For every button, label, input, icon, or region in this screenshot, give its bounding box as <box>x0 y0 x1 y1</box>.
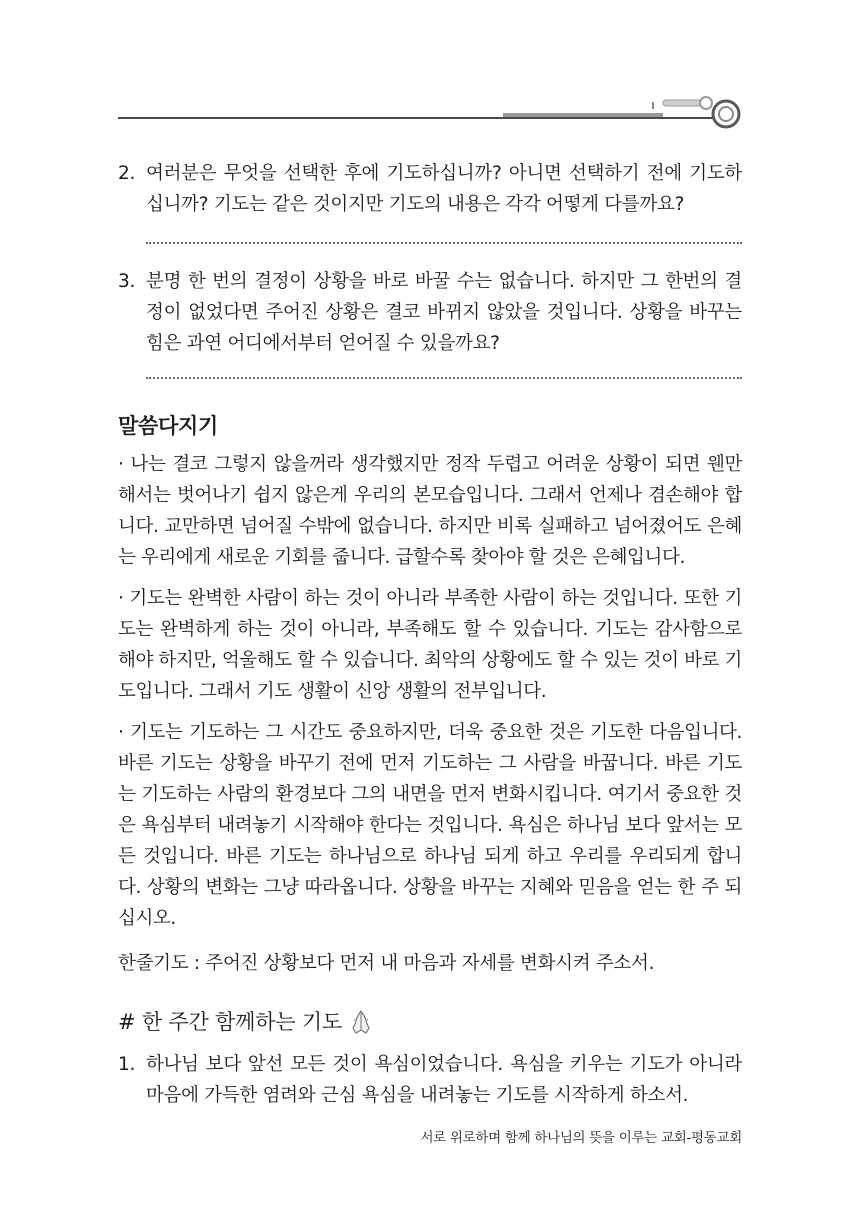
praying-hands-icon <box>350 1009 372 1035</box>
paragraph: · 나는 결코 그렇지 않을꺼라 생각했지만 정작 두렵고 어려운 상황이 되면 웬만해서는 벗어나기 쉽지 않은게 우리의 본모습입니다. 그래서 언제나 겸손해야 합니다. 교만하면 넘어질 수밖에 없습니다. 하지만 비록 실패하고 넘어졌어도 은혜는 우리에게 새로운 기회를 줍니다. 급할수록 찾아야 할 것은 은혜입니다. <box>118 454 742 568</box>
answer-line <box>146 242 742 244</box>
weekly-prayer-item <box>118 1049 742 1111</box>
question-number: 2. <box>118 163 136 184</box>
item-text: 하나님 보다 앞선 모든 것이 욕심이었습니다. 욕심을 키우는 기도가 아니라 마음에 가득한 염려와 근심 욕심을 내려놓는 기도를 시작하게 하소서. <box>146 1054 742 1106</box>
question-text: 분명 한 번의 결정이 상황을 바로 바꿀 수는 없습니다. 하지만 그 한번의 결정이 없었다면 주어진 상황은 결코 바뀌지 않았을 것입니다. 상황을 바꾸는 힘은 과연 어디에서부터 얻어질 수 있을까요? <box>146 271 742 354</box>
page-content <box>118 158 742 1111</box>
question-text: 여러분은 무엇을 선택한 후에 기도하십니까? 아니면 선택하기 전에 기도하십니까? 기도는 같은 것이지만 기도의 내용은 각각 어떻게 다를까요? <box>146 163 742 215</box>
footer-text: 서로 위로하며 함께 하나님의 뜻을 이루는 교회-평동교회 <box>420 1130 742 1146</box>
weekly-prayer-title <box>118 1005 742 1039</box>
question-2 <box>118 158 742 220</box>
header-decoration <box>118 92 748 132</box>
item-number: 1. <box>118 1054 136 1075</box>
question-3 <box>118 266 742 359</box>
paragraph: · 기도는 완벽한 사람이 하는 것이 아니라 부족한 사람이 하는 것입니다. 또한 기도는 완벽하게 하는 것이 아니라, 부족해도 할 수 있습니다. 기도는 감사함으로 해야 하지만, 억울해도 할 수 있습니다. 최악의 상황에도 할 수 있는 것이 바로 기도입니다. 그래서 기도 생활이 신앙 생활의 전부입니다. <box>118 588 742 702</box>
question-number: 3. <box>118 271 136 292</box>
one-line-prayer: 한줄기도 : 주어진 상황보다 먼저 내 마음과 자세를 변화시켜 주소서. <box>118 953 655 974</box>
answer-line <box>146 377 742 379</box>
weekly-title-text: # 한 주간 함께하는 기도 <box>118 1010 343 1034</box>
section-title: 말씀다지기 <box>118 414 218 438</box>
paragraph: · 기도는 기도하는 그 시간도 중요하지만, 더욱 중요한 것은 기도한 다음입니다. 바른 기도는 상황을 바꾸기 전에 먼저 기도하는 그 사람을 바꿉니다. 바른 기도는 기도하는 사람의 환경보다 그의 내면을 먼저 변화시킵니다. 여기서 중요한 것은 욕심부터 내려놓기 시작해야 한다는 것입니다. 욕심은 하나님 보다 앞서는 모든 것입니다. 바른 기도는 하나님으로 하나님 되게 하고 우리를 우리되게 합니다. 상황의 변화는 그냥 따라옵니다. 상황을 바꾸는 지혜와 믿음을 얻는 한 주 되십시오. <box>118 722 742 929</box>
